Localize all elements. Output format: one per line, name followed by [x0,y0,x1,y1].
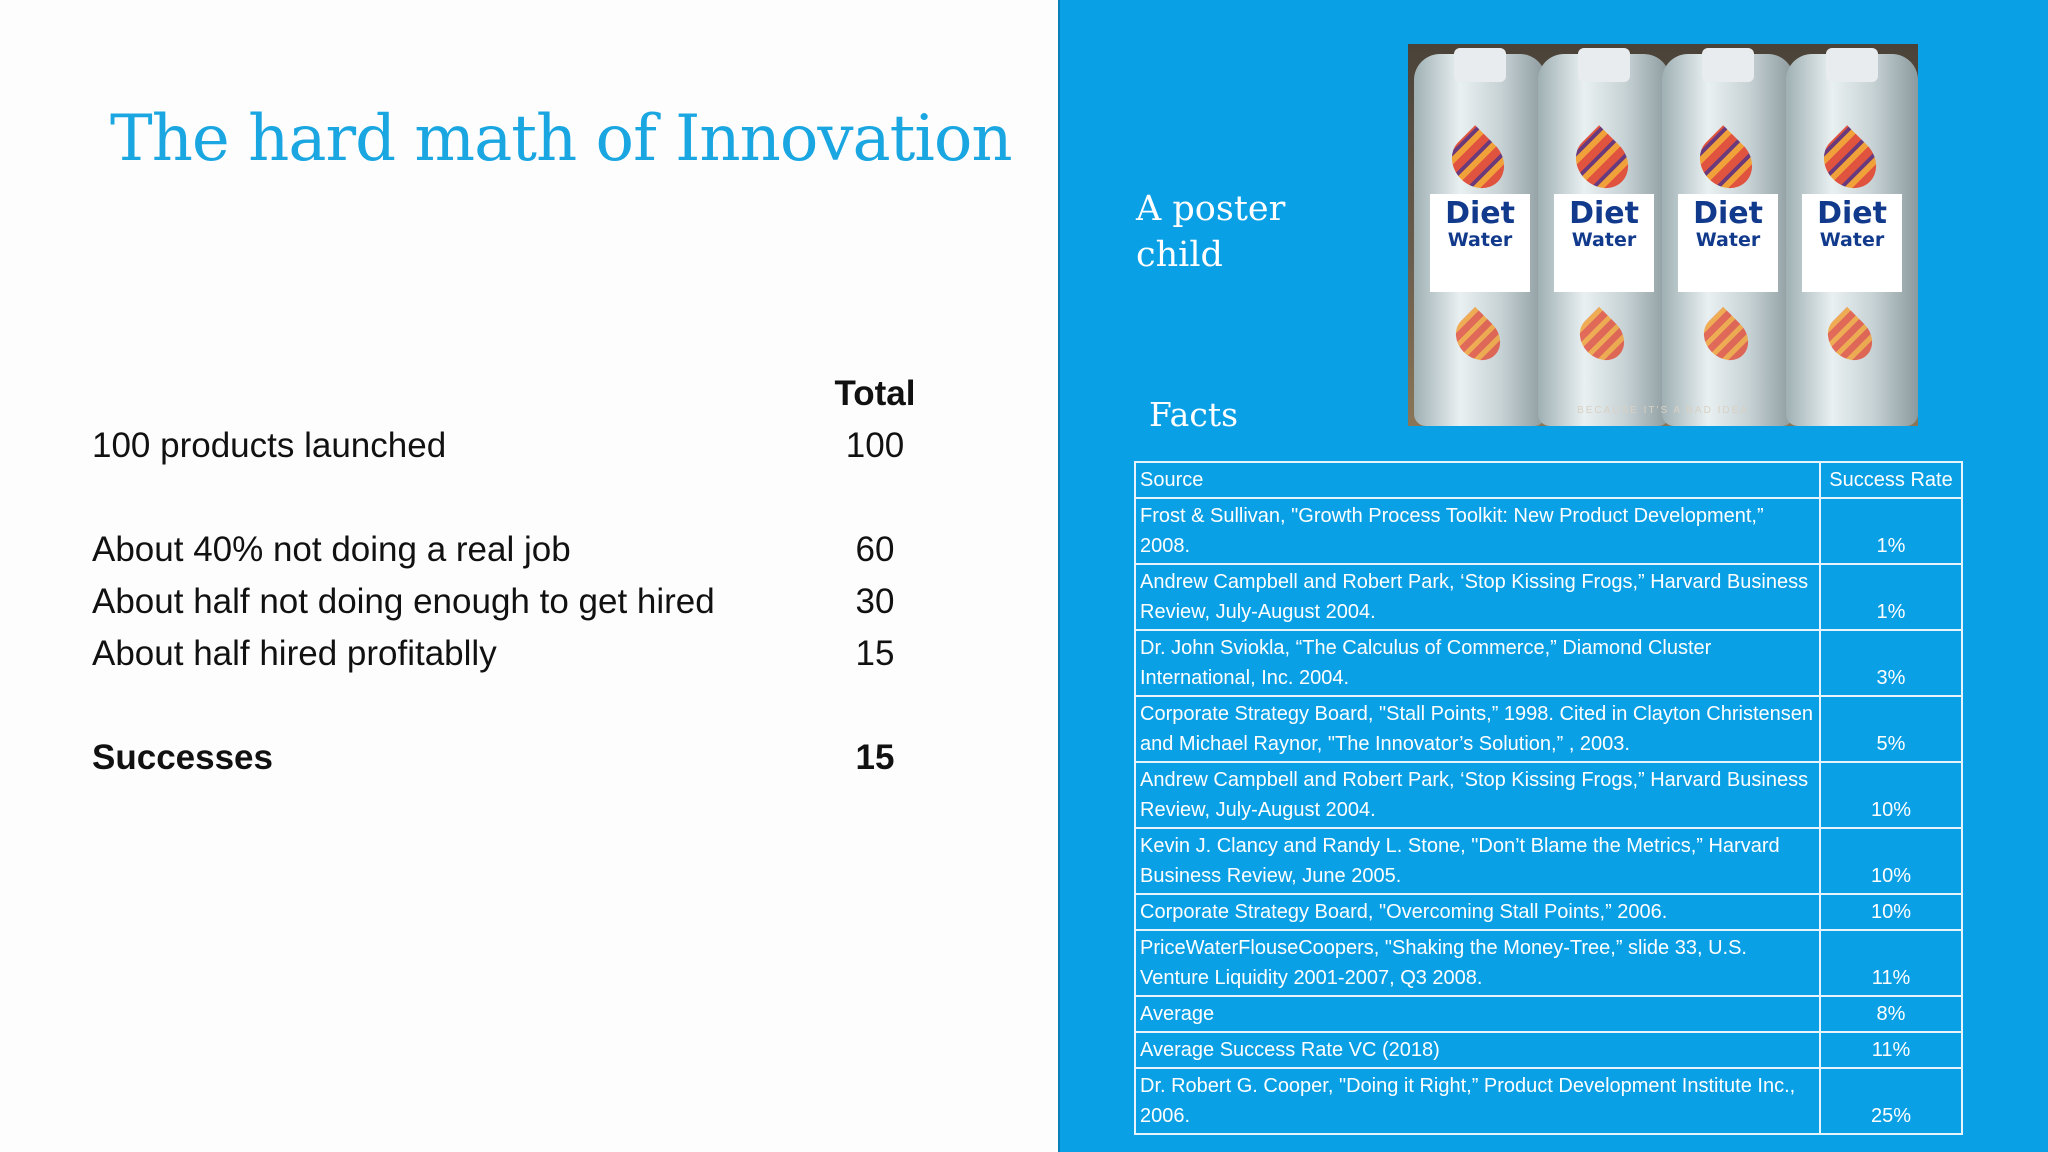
success-rate-cell: 8% [1820,996,1962,1032]
success-rate-cell: 10% [1820,762,1962,828]
diet-water-photo [1408,44,1918,426]
bottle-cap [1702,48,1754,82]
source-cell: Kevin J. Clancy and Randy L. Stone, "Don’t Blame the Metrics,” Harvard Business Review, June 2005. [1135,828,1820,894]
bottle-label: Diet Water [1430,194,1530,292]
source-cell: Frost & Sullivan, "Growth Process Toolkit: New Product Development,” 2008. [1135,498,1820,564]
math-row-label: About half hired profitablly [92,634,497,673]
drop-logo-icon [1695,307,1757,369]
panel-divider [1058,0,1060,1152]
slide-title: The hard math of Innovation [110,102,1012,176]
source-cell: Corporate Strategy Board, "Overcoming Stall Points,” 2006. [1135,894,1820,930]
source-cell: Dr. Robert G. Cooper, "Doing it Right,” Product Development Institute Inc., 2006. [1135,1068,1820,1134]
bottle-image [1538,54,1670,426]
success-rate-cell: 11% [1820,930,1962,996]
bottle-image [1414,54,1546,426]
source-cell: Andrew Campbell and Robert Park, ‘Stop Kissing Frogs,” Harvard Business Review, July-August 2004. [1135,564,1820,630]
table-row [1135,498,1962,564]
table-row [1135,996,1962,1032]
bottle-image [1662,54,1794,426]
table-row [1135,1032,1962,1068]
success-rate-cell: 25% [1820,1068,1962,1134]
bottle-label: Diet Water [1802,194,1902,292]
bottle-label: Diet Water [1554,194,1654,292]
table-header-source: Source [1135,462,1820,498]
source-cell: Andrew Campbell and Robert Park, ‘Stop Kissing Frogs,” Harvard Business Review, July-August 2004. [1135,762,1820,828]
poster-child-caption [1136,186,1285,278]
drop-logo-icon [1571,307,1633,369]
total-column-header: Total [834,374,916,413]
drop-logo-icon [1441,125,1515,199]
table-row [1135,930,1962,996]
math-row-label: About 40% not doing a real job [92,530,571,569]
math-row-value: 30 [855,582,895,621]
math-row-value: 100 [845,426,905,465]
success-rate-cell: 11% [1820,1032,1962,1068]
table-header-rate: Success Rate [1820,462,1962,498]
bottle-label: Diet Water [1678,194,1778,292]
math-row-label: About half not doing enough to get hired [92,582,715,621]
success-rate-cell: 10% [1820,828,1962,894]
facts-heading: Facts [1149,395,1239,434]
table-row [1135,828,1962,894]
success-rate-cell: 1% [1820,564,1962,630]
source-cell: PriceWaterFlouseCoopers, "Shaking the Money-Tree,” slide 33, U.S. Venture Liquidity 2001-2007, Q3 2008. [1135,930,1820,996]
table-row [1135,1068,1962,1134]
right-panel [1058,0,2048,1152]
math-row-value: 60 [855,530,895,569]
success-rate-cell: 5% [1820,696,1962,762]
bottle-cap [1578,48,1630,82]
bottle-cap [1454,48,1506,82]
bottle-image [1786,54,1918,426]
math-row-label: 100 products launched [92,426,447,465]
table-row [1135,630,1962,696]
source-cell: Dr. John Sviokla, “The Calculus of Commerce,” Diamond Cluster International, Inc. 2004. [1135,630,1820,696]
source-cell: Average Success Rate VC (2018) [1135,1032,1820,1068]
table-row [1135,564,1962,630]
successes-label: Successes [92,738,273,777]
table-row [1135,696,1962,762]
table-row [1135,894,1962,930]
source-cell: Corporate Strategy Board, "Stall Points,” 1998. Cited in Clayton Christensen and Michael Raynor, "The Innovator’s Solution,” , 2003. [1135,696,1820,762]
drop-logo-icon [1819,307,1881,369]
poster-line: child [1136,235,1223,275]
math-row-value: 15 [855,634,895,673]
photo-caption: BECAUSE IT'S A BAD IDEA [1577,405,1749,416]
drop-logo-icon [1447,307,1509,369]
drop-logo-icon [1689,125,1763,199]
source-cell: Average [1135,996,1820,1032]
success-rate-cell: 1% [1820,498,1962,564]
table-header-row [1135,462,1962,498]
drop-logo-icon [1565,125,1639,199]
success-rate-cell: 3% [1820,630,1962,696]
poster-line: A poster [1136,189,1286,229]
facts-table [1134,461,1963,1135]
table-row [1135,762,1962,828]
drop-logo-icon [1813,125,1887,199]
bottle-cap [1826,48,1878,82]
success-rate-cell: 10% [1820,894,1962,930]
successes-value: 15 [855,738,895,777]
